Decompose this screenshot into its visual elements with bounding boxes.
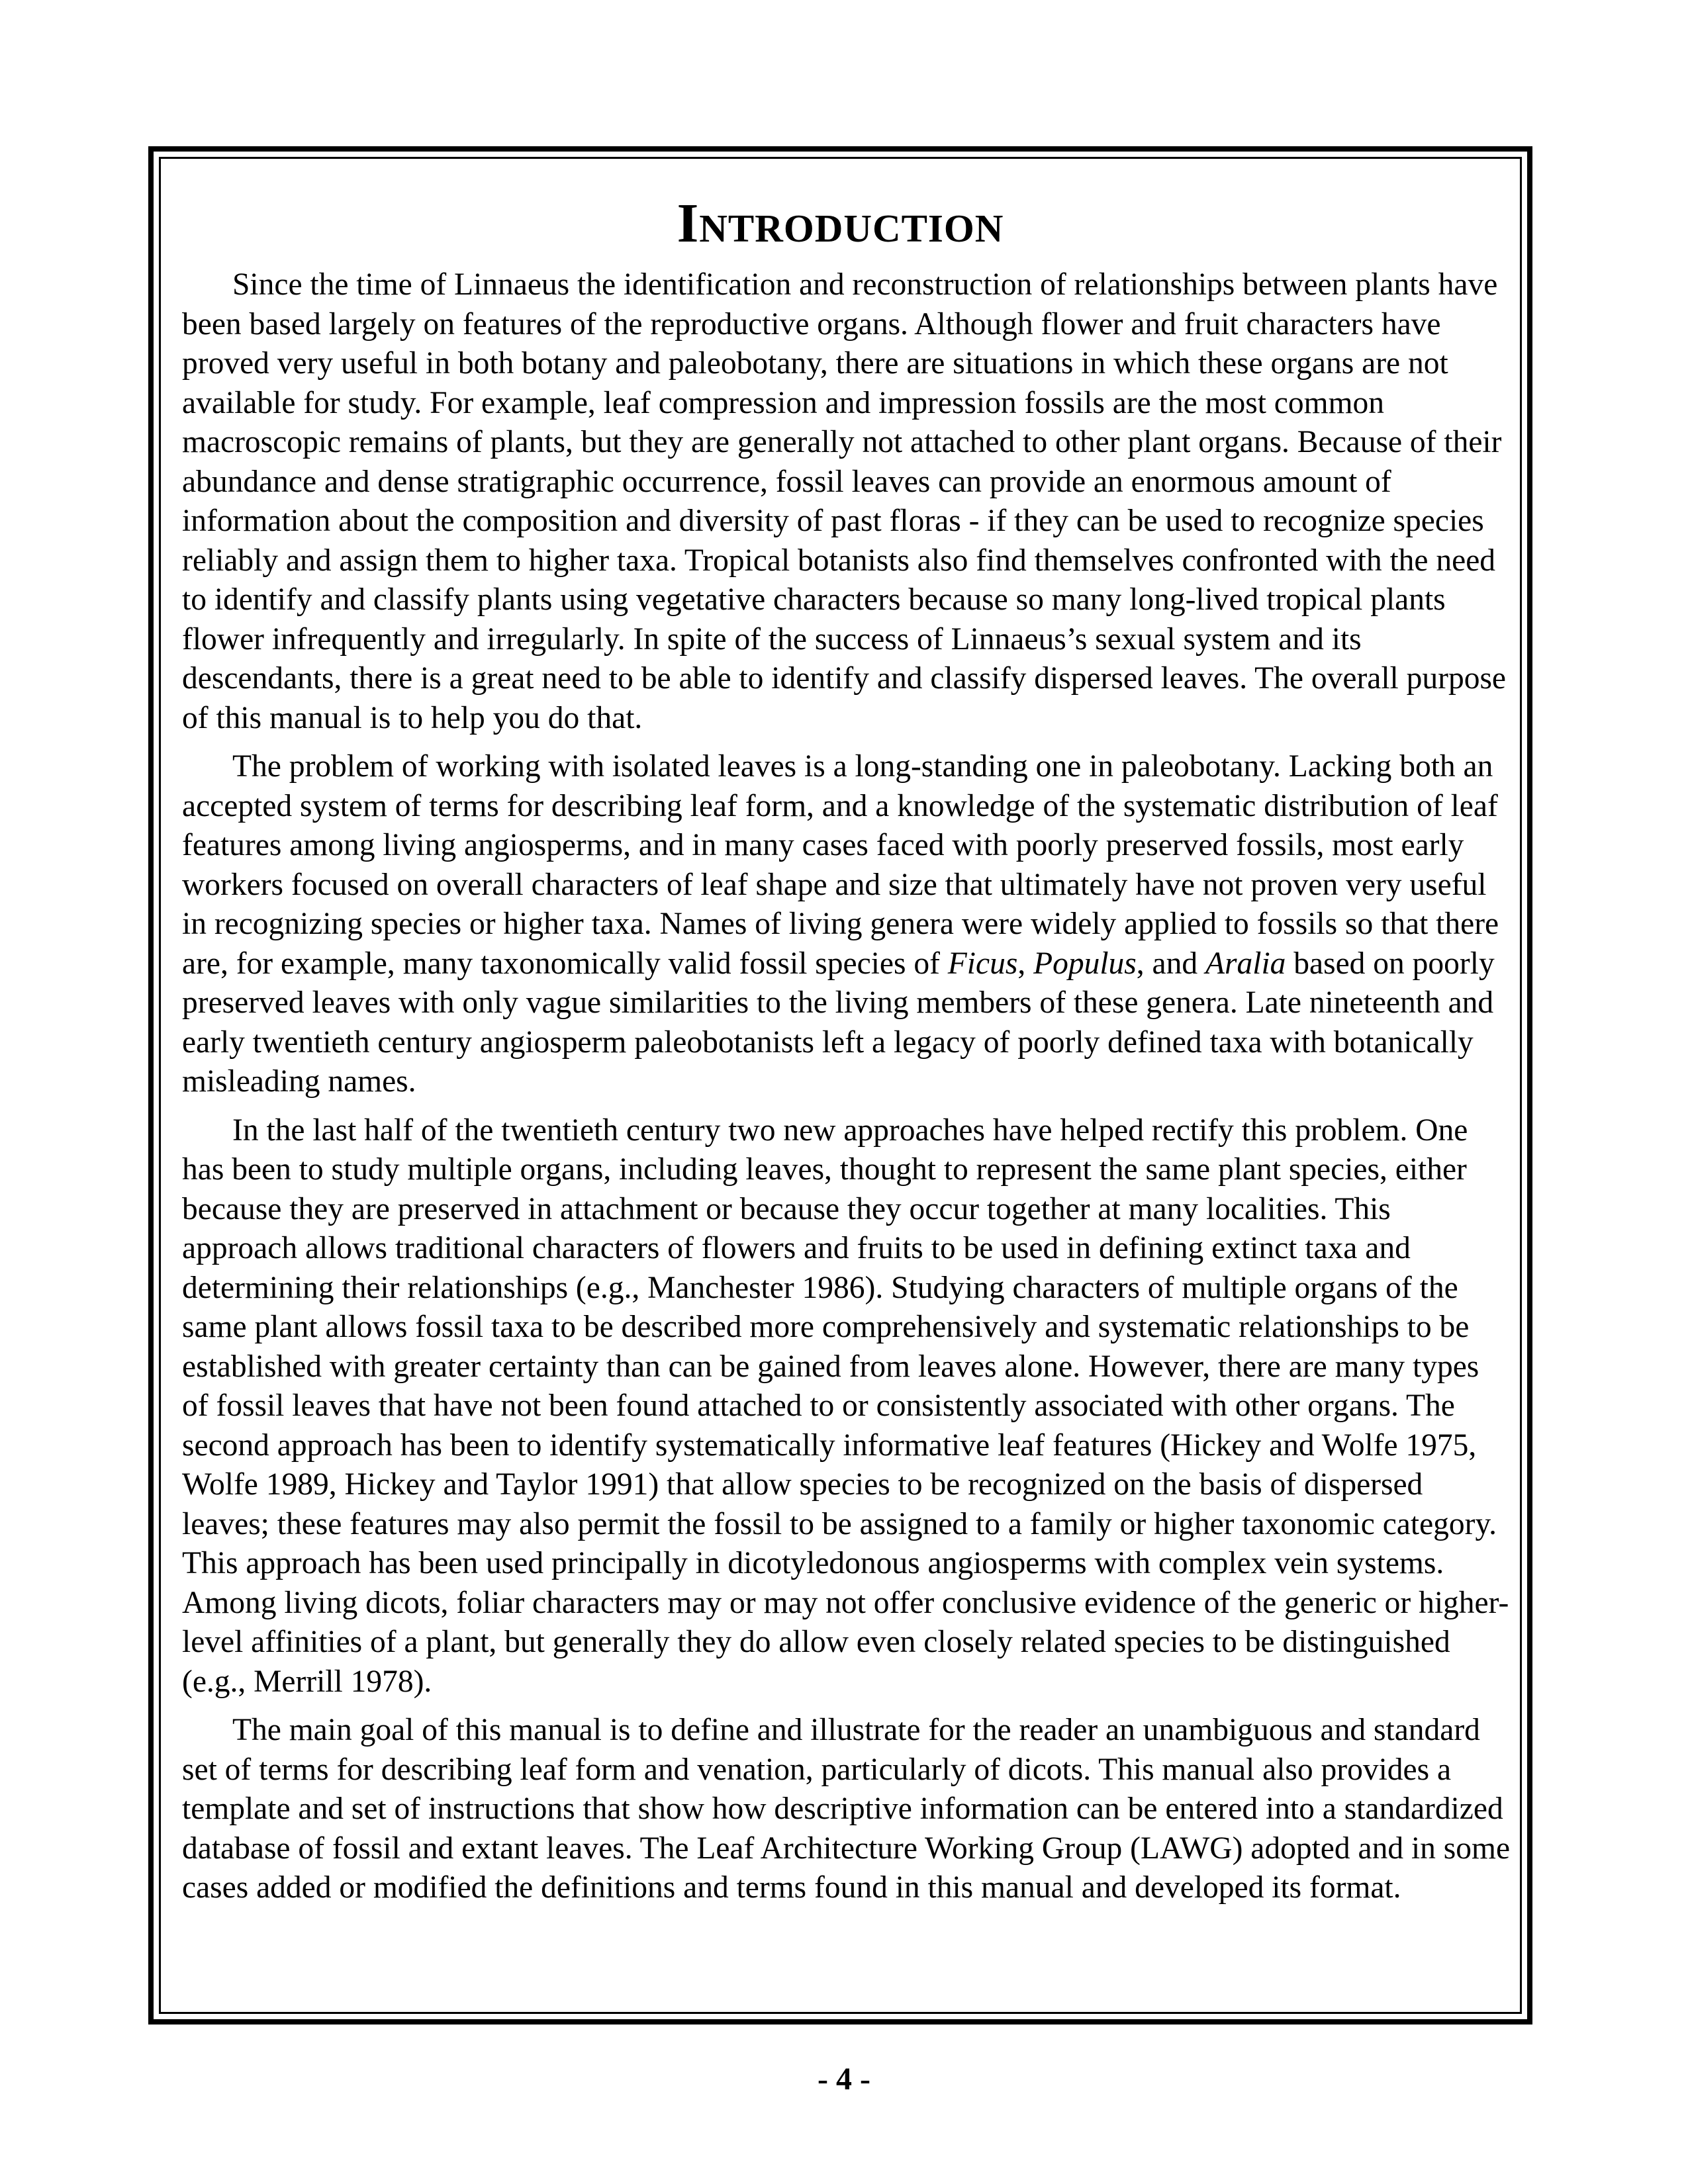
paragraph-3 (182, 1111, 1513, 1702)
body-text (182, 265, 1513, 1908)
genus-name-aralia: Aralia (1205, 946, 1286, 981)
paragraph-text: based on poorly preserved leaves with only vague similarities to the living members of these genera. Late nineteenth and early twentieth century angiosperm paleobotanists left a legacy of poorly defined taxa with botanically misleading names. (182, 946, 1495, 1099)
page-title: Introduction (677, 193, 1004, 254)
paragraph-text: , (1017, 946, 1034, 981)
paragraph-text: The main goal of this manual is to define and illustrate for the reader an unambiguous and standard set of terms for describing leaf form and venation, particularly of dicots. This manual also provides a template and set of instructions that show how descriptive information can be entered into a standardized database of fossil and extant leaves. The Leaf Architecture Working Group (LAWG) adopted and in some cases added or modified the definitions and terms found in this manual and developed its format. (182, 1713, 1511, 1905)
page-number: - 4 - (818, 2062, 870, 2097)
paragraph-text: , and (1136, 946, 1205, 981)
paragraph-4 (182, 1711, 1513, 1908)
genus-name-populus: Populus (1033, 946, 1137, 981)
paragraph-text: The problem of working with isolated leaves is a long-standing one in paleobotany. Lacking both an accepted system of terms for describing leaf form, and a knowledge of the systematic distribution of leaf features among living angiosperms, and in many cases faced with poorly preserved fossils, most early workers focused on overall characters of leaf shape and size that ultimately have not proven very useful in recognizing species or higher taxa. Names of living genera were widely applied to fossils so that there are, for example, many taxonomically valid fossil species of (182, 749, 1499, 981)
paragraph-text: Since the time of Linnaeus the identification and reconstruction of relationships between plants have been based largely on features of the reproductive organs. Although flower and fruit characters have proved very useful in both botany and paleobotany, there are situations in which these organs are not available for study. For example, leaf compression and impression fossils are the most common macroscopic remains of plants, but they are generally not attached to other plant organs. Because of their abundance and dense stratigraphic occurrence, fossil leaves can provide an enormous amount of information about the composition and diversity of past floras - if they can be used to recognize species reliably and assign them to higher taxa. Tropical botanists also find themselves confronted with the need to identify and classify plants using vegetative characters because so many long-lived tropical plants flower infrequently and irregularly. In spite of the success of Linnaeus’s sexual system and its descendants, there is a great need to be able to identify and classify dispersed leaves. The overall purpose of this manual is to help you do that. (182, 267, 1507, 735)
genus-name-ficus: Ficus (947, 946, 1018, 981)
paragraph-2 (182, 747, 1513, 1102)
paragraph-text: In the last half of the twentieth century two new approaches have helped rectify this problem. One has been to study multiple organs, including leaves, thought to represent the same plant species, either because they are preserved in attachment or because they occur together at many localities. This approach allows traditional characters of flowers and fruits to be used in defining extinct taxa and determining their relationships (e.g., Manchester 1986). Studying characters of multiple organs of the same plant allows fossil taxa to be described more comprehensively and systematic relationships to be established with greater certainty than can be gained from leaves alone. However, there are many types of fossil leaves that have not been found attached to or consistently associated with other organs. The second approach has been to identify systematically informative leaf features (Hickey and Wolfe 1975, Wolfe 1989, Hickey and Taylor 1991) that allow species to be recognized on the basis of dispersed leaves; these features may also permit the fossil to be assigned to a family or higher taxonomic category. This approach has been used principally in dicotyledonous angiosperms with complex vein systems. Among living dicots, foliar characters may or may not offer conclusive evidence of the generic or higher-level affinities of a plant, but generally they do allow even closely related species to be distinguished (e.g., Merrill 1978). (182, 1113, 1509, 1699)
paragraph-1 (182, 265, 1513, 738)
